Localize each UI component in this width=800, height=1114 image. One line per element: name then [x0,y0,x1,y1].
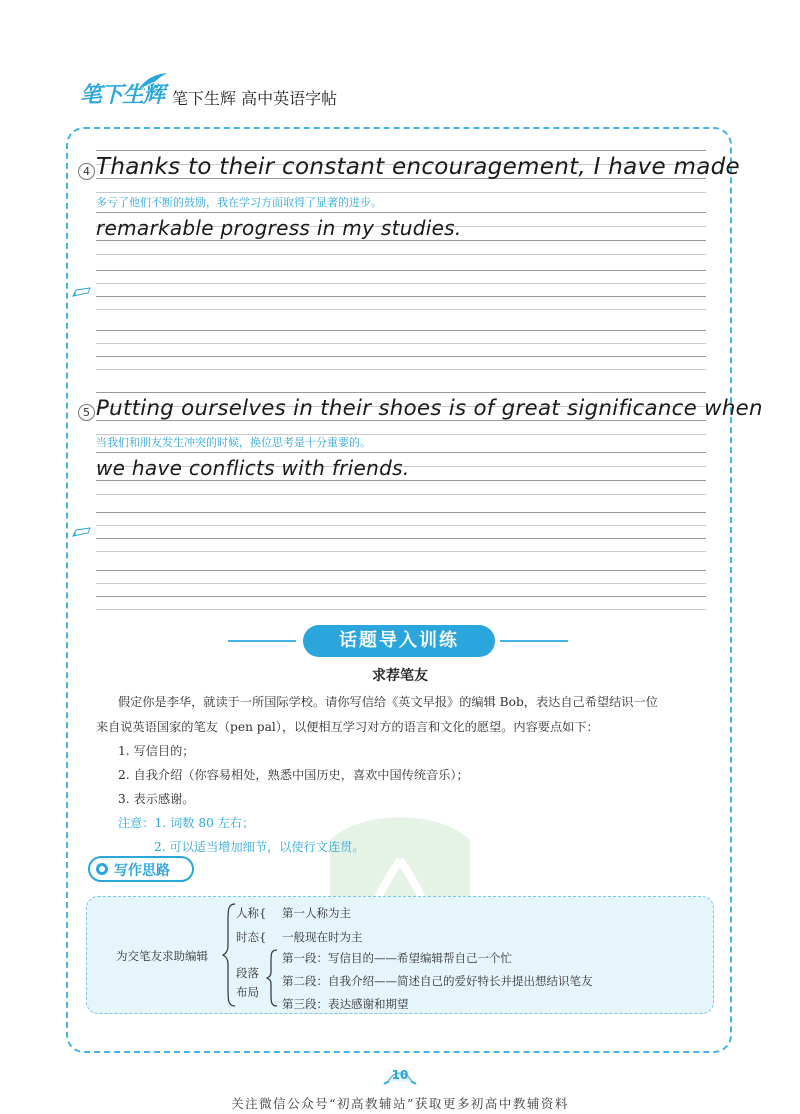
practice-sentence-line: Thanks to their constant encouragement, I have made [96,154,740,180]
rule-line [96,512,706,513]
outline-root: 为交笔友求助编辑 [116,949,208,963]
outline-paragraph: 第三段：表达感谢和期望 [282,997,409,1011]
rule-line [96,270,706,271]
rule-line [96,494,706,495]
task-note: 注意：1. 词数 80 左右； [118,816,255,830]
rule-line [96,452,706,453]
outline-person-value: 第一人称为主 [282,906,351,920]
task-point: 1. 写信目的； [118,744,195,758]
outline-paragraph: 第一段：写信目的——希望编辑帮自己一个忙 [282,951,512,965]
rule-line [96,596,706,597]
task-point: 2. 自我介绍（你容易相处，熟悉中国历史，喜欢中国传统音乐）； [118,768,469,782]
rule-line [96,538,706,539]
practice-sentence-line: Putting ourselves in their shoes is of great significance when [96,396,763,421]
task-intro-line: 来自说英语国家的笔友（pen pal），以便相互学习对方的语言和文化的愿望。内容要点如下： [96,720,599,734]
outline-paragraph: 第二段：自我介绍——简述自己的爱好特长并提出想结识笔友 [282,974,593,988]
rule-line [96,296,706,297]
rule-line [96,356,706,357]
writing-idea-tag [88,856,194,882]
item-number: 4 [78,163,95,180]
rule-line [96,192,706,193]
target-icon [96,863,108,875]
logo-text: 笔下生辉 [80,83,165,108]
pencil-icon [72,287,92,297]
rule-line [96,150,706,151]
outline-person-key: 人称{ [236,906,267,920]
rule-line [96,330,706,331]
rule-line [96,609,706,610]
rule-line [96,570,706,571]
rule-line [96,343,706,344]
rule-line [96,283,706,284]
page-number: 10 [391,1068,409,1082]
rule-line [96,392,706,393]
outline-brace [266,948,278,1008]
writing-idea-label: 写作思路 [114,863,170,879]
task-note: 2. 可以适当增加细节，以使行文连贯。 [154,840,365,854]
rule-line [96,309,706,310]
page-number-badge [382,1064,418,1088]
footer-note: 关注微信公众号“初高教辅站”获取更多初高中教辅资料 [231,1096,569,1111]
section-banner: 话题导入训练 [303,625,495,657]
outline-tense-key: 时态{ [236,930,267,944]
banner-divider-left [228,640,296,642]
outline-layout-key: 段落 [236,966,259,980]
practice-sentence-line: remarkable progress in my studies. [96,216,462,240]
outline-brace [222,902,236,1008]
banner-divider-right [500,640,568,642]
rule-line [96,254,706,255]
book-title: 笔下生辉 高中英语字帖 [172,89,338,108]
practice-sentence-line: we have conflicts with friends. [96,456,410,480]
section-subtitle: 求荐笔友 [372,668,428,684]
rule-line [96,525,706,526]
item-number: 5 [78,404,95,421]
outline-layout-key: 布局 [236,985,259,999]
rule-line [96,240,706,241]
rule-line [96,551,706,552]
task-intro-line: 假定你是李华，就读于一所国际学校。请你写信给《英文早报》的编辑 Bob，表达自己希望结识一位 [118,695,658,709]
practice-translation: 多亏了他们不断的鼓励，我在学习方面取得了显著的进步。 [96,196,382,209]
task-point: 3. 表示感谢。 [118,792,195,806]
brand-logo [78,72,168,112]
rule-line [96,212,706,213]
rule-line [96,480,706,481]
practice-translation: 当我们和朋友发生冲突的时候，换位思考是十分重要的。 [96,436,371,449]
rule-line [96,583,706,584]
pencil-icon [72,527,92,537]
outline-tense-value: 一般现在时为主 [282,930,363,944]
page-header [78,72,718,112]
wing-icon [136,72,168,92]
rule-line [96,369,706,370]
